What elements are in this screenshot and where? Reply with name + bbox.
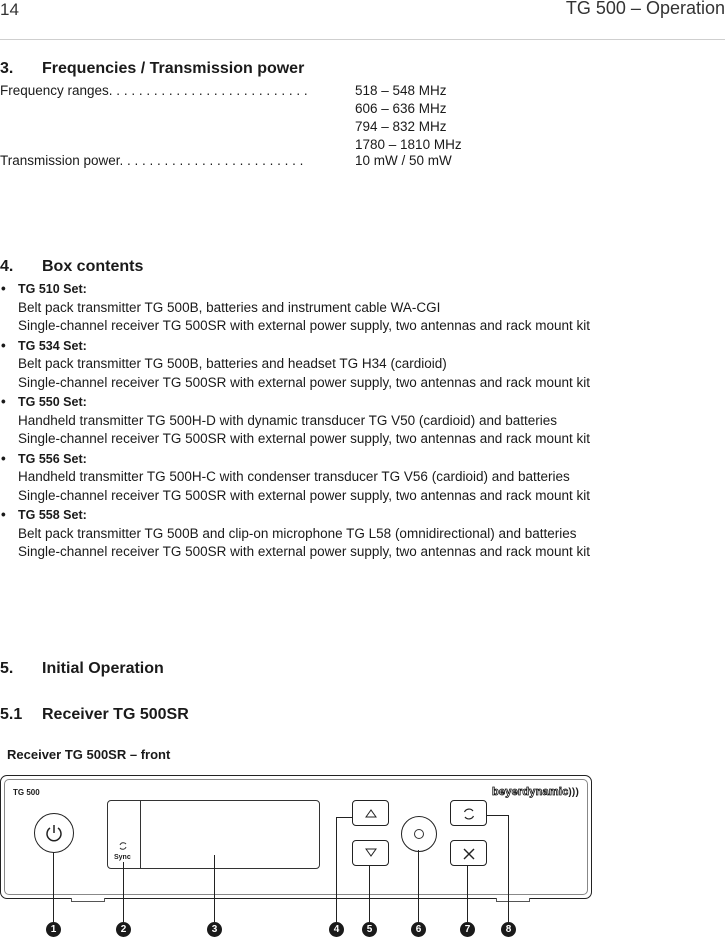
subsection-number: 5.1: [0, 706, 23, 723]
subsection-title: Receiver TG 500SR: [42, 706, 189, 723]
callout-8: 8: [501, 922, 516, 937]
callout-6: 6: [411, 922, 426, 937]
leader-line: [508, 815, 509, 922]
spec-value: 10 mW / 50 mW: [355, 153, 452, 168]
item-line: Belt pack transmitter TG 500B and clip-on microphone TG L58 (omnidirectional) and batteries: [18, 525, 577, 541]
section-3-heading: [0, 60, 304, 78]
item-line: Single-channel receiver TG 500SR with external power supply, two antennas and rack mount kit: [18, 544, 591, 559]
item-line: Handheld transmitter TG 500H-C with condenser transducer TG V56 (cardioid) and batteries: [18, 469, 570, 484]
box-contents-list: [0, 280, 725, 563]
set-title: TG 556 Set:: [18, 451, 87, 466]
spec-value: 518 – 548 MHz: [355, 83, 447, 98]
leader-line: [336, 817, 352, 818]
section-title: Frequencies / Transmission power: [42, 60, 305, 77]
model-label: TG 500: [13, 788, 40, 797]
sync-icon: [118, 841, 128, 851]
leader-line: [123, 862, 124, 922]
leader-line: [369, 865, 370, 922]
running-title: TG 500 – Operation: [565, 0, 725, 18]
set-title: TG 510 Set:: [18, 282, 87, 296]
list-item: [0, 280, 725, 336]
section-number: 4.: [0, 258, 14, 275]
spec-value: 606 – 636 MHz: [355, 101, 447, 116]
subsection-5-1-heading: [0, 706, 189, 724]
callout-5: 5: [362, 922, 377, 937]
bullet: •: [1, 394, 6, 409]
callout-3: 3: [207, 922, 222, 937]
page-number: 14: [0, 0, 19, 19]
bullet: •: [1, 450, 6, 466]
brand-text: beyerdynamic: [492, 786, 569, 798]
item-line: Single-channel receiver TG 500SR with external power supply, two antennas and rack mount kit: [18, 431, 591, 446]
power-icon: [44, 823, 64, 843]
header-rule: [0, 39, 725, 40]
device-foot: [496, 898, 530, 902]
bullet: •: [1, 337, 6, 353]
spec-label: Transmission power. . . . . . . . . . . . . . . . . . . . . . . . .: [0, 153, 304, 168]
item-line: Single-channel receiver TG 500SR with external power supply, two antennas and rack mount kit: [18, 318, 591, 333]
leader-line: [336, 817, 337, 922]
spec-label: Frequency ranges. . . . . . . . . . . . . . . . . . . . . . . . . . .: [0, 83, 308, 98]
list-item: [0, 337, 725, 393]
jog-wheel-center: [414, 829, 424, 839]
callout-2: 2: [116, 922, 131, 937]
set-title: TG 550 Set:: [18, 395, 87, 409]
item-line: Handheld transmitter TG 500H-D with dynamic transducer TG V50 (cardioid) and batteries: [18, 412, 557, 428]
arrow-up-icon: [364, 807, 378, 819]
item-line: Single-channel receiver TG 500SR with external power supply, two antennas and rack mount kit: [18, 487, 591, 503]
down-button[interactable]: [352, 840, 389, 866]
spec-value: 794 – 832 MHz: [355, 119, 447, 134]
item-line: Belt pack transmitter TG 500B, batteries and headset TG H34 (cardioid): [18, 356, 447, 371]
section-title: Initial Operation: [42, 660, 164, 677]
item-line: Belt pack transmitter TG 500B, batteries and instrument cable WA-CGI: [18, 299, 441, 315]
up-button[interactable]: [352, 800, 389, 826]
section-4-heading: [0, 258, 143, 276]
sync-label: Sync: [114, 854, 131, 861]
set-title: TG 558 Set:: [18, 508, 87, 522]
leader-line: [487, 815, 508, 816]
leader-line: [214, 855, 215, 922]
spec-value: 1780 – 1810 MHz: [355, 137, 462, 152]
jog-wheel[interactable]: [401, 816, 437, 852]
list-item: [0, 393, 725, 449]
section-number: 3.: [0, 60, 14, 77]
close-icon: [462, 847, 476, 861]
display-divider: [140, 801, 141, 868]
brand-mark: ))): [568, 787, 579, 798]
bullet: •: [1, 281, 6, 296]
callout-1: 1: [46, 922, 61, 937]
callout-7: 7: [460, 922, 475, 937]
section-title: Box contents: [42, 258, 144, 275]
arrow-down-icon: [364, 847, 378, 859]
figure-caption: Receiver TG 500SR – front: [7, 747, 171, 762]
leader-line: [467, 865, 468, 922]
power-button[interactable]: [34, 813, 74, 853]
receiver-front-panel: [0, 775, 592, 899]
device-foot: [71, 898, 105, 902]
list-item: [0, 506, 725, 562]
callout-4: 4: [329, 922, 344, 937]
bullet: •: [1, 507, 6, 522]
sync-button[interactable]: [450, 800, 487, 826]
section-number: 5.: [0, 660, 14, 677]
sync-icon: [462, 807, 476, 821]
leader-line: [53, 852, 54, 922]
cancel-button[interactable]: [450, 840, 487, 866]
set-title: TG 534 Set:: [18, 338, 87, 353]
list-item: [0, 450, 725, 506]
section-5-heading: [0, 660, 164, 678]
brand-logo: [492, 786, 579, 798]
leader-line: [418, 850, 419, 922]
item-line: Single-channel receiver TG 500SR with external power supply, two antennas and rack mount kit: [18, 374, 591, 390]
